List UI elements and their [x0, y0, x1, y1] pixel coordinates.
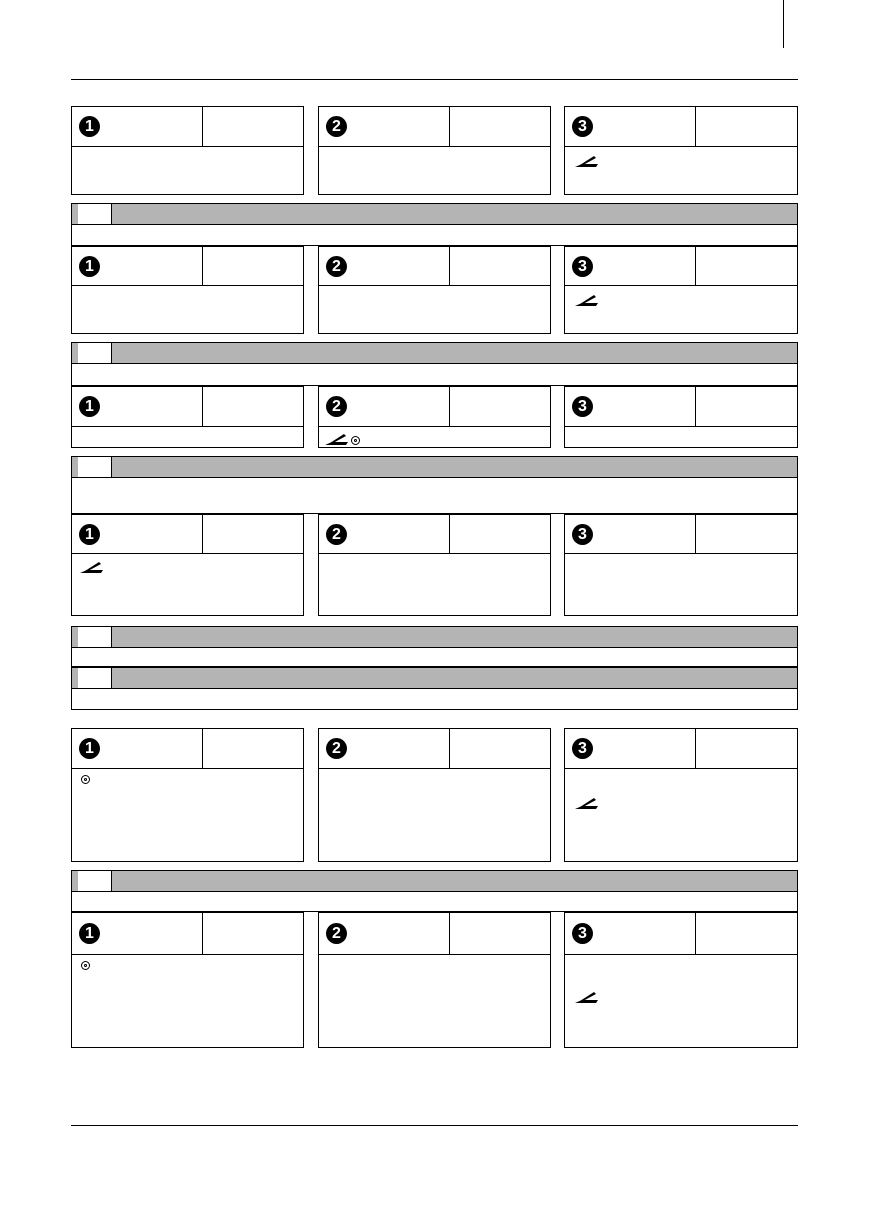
- step-number-badge: 2: [326, 923, 347, 944]
- step-panel-e1: [71, 728, 304, 862]
- step-panel-f2: [318, 912, 551, 1048]
- section-strip: [71, 892, 798, 912]
- step-panel-e3: [564, 728, 798, 862]
- step-panel-a2: [318, 106, 551, 195]
- step-panel-a3: [564, 106, 798, 195]
- panel-body: [565, 554, 797, 615]
- section-strip: [71, 364, 798, 386]
- panel-body: [72, 147, 303, 194]
- step-panel-b3: [564, 246, 798, 334]
- panel-header: [319, 107, 550, 147]
- panel-body: [319, 147, 550, 194]
- step-panel-d3: [564, 514, 798, 616]
- panel-header: [72, 247, 303, 286]
- foot-pedal-icon: [574, 153, 600, 169]
- foot-pedal-icon: [324, 431, 350, 447]
- section-bar: [71, 626, 798, 648]
- panel-header: [72, 107, 303, 147]
- section-strip: [71, 478, 798, 514]
- step-number-badge: 3: [572, 738, 593, 759]
- step-panel-f3: [564, 912, 798, 1048]
- panel-header: [565, 107, 797, 147]
- panel-header: [565, 913, 797, 955]
- foot-pedal-icon: [79, 559, 105, 575]
- panel-body: [319, 769, 550, 861]
- step-panel-c3: [564, 386, 798, 448]
- foot-pedal-icon: [574, 795, 600, 811]
- step-number-badge: 2: [326, 738, 347, 759]
- section-bar: [71, 456, 798, 478]
- step-number-badge: 2: [326, 116, 347, 137]
- step-panel-b1: [71, 246, 304, 334]
- section-strip: [71, 648, 798, 667]
- panel-body: [319, 554, 550, 615]
- crop-mark: [783, 0, 784, 48]
- step-number-badge: 2: [326, 256, 347, 277]
- dial-circle-icon: [81, 961, 90, 970]
- section-strip: [71, 689, 798, 710]
- panel-body: [319, 427, 550, 447]
- panel-header: [565, 387, 797, 427]
- step-number-badge: 3: [572, 116, 593, 137]
- panel-body: [565, 147, 797, 194]
- step-panel-e2: [318, 728, 551, 862]
- footer-rule: [71, 1125, 798, 1126]
- panel-header: [319, 515, 550, 554]
- panel-body: [72, 286, 303, 333]
- section-bar: [71, 870, 798, 892]
- step-number-badge: 3: [572, 396, 593, 417]
- step-panel-f1: [71, 912, 304, 1048]
- step-number-badge: 3: [572, 256, 593, 277]
- panel-body: [72, 769, 303, 861]
- panel-header: [319, 247, 550, 286]
- header-rule: [71, 79, 798, 80]
- panel-body: [319, 286, 550, 333]
- panel-header: [565, 515, 797, 554]
- panel-header: [319, 729, 550, 769]
- panel-body: [565, 427, 797, 447]
- step-number-badge: 3: [572, 524, 593, 545]
- step-number-badge: 2: [326, 524, 347, 545]
- panel-header: [565, 729, 797, 769]
- panel-header: [72, 913, 303, 955]
- step-number-badge: 1: [79, 116, 100, 137]
- panel-body: [319, 955, 550, 1047]
- panel-header: [72, 729, 303, 769]
- panel-body: [72, 554, 303, 615]
- panel-header: [565, 247, 797, 286]
- section-bar: [71, 342, 798, 364]
- panel-body: [565, 769, 797, 861]
- section-bar: [71, 667, 798, 689]
- section-strip: [71, 225, 798, 246]
- dial-circle-icon: [81, 775, 90, 784]
- section-bar: [71, 203, 798, 225]
- step-number-badge: 3: [572, 923, 593, 944]
- step-number-badge: 2: [326, 396, 347, 417]
- step-number-badge: 1: [79, 738, 100, 759]
- dial-circle-icon: [351, 436, 360, 445]
- step-panel-c1: [71, 386, 304, 448]
- step-number-badge: 1: [79, 256, 100, 277]
- step-number-badge: 1: [79, 923, 100, 944]
- step-panel-c2: [318, 386, 551, 448]
- step-panel-a1: [71, 106, 304, 195]
- panel-header: [72, 387, 303, 427]
- foot-pedal-icon: [574, 292, 600, 308]
- panel-header: [319, 387, 550, 427]
- step-panel-d1: [71, 514, 304, 616]
- step-number-badge: 1: [79, 524, 100, 545]
- foot-pedal-icon: [574, 989, 600, 1005]
- panel-header: [72, 515, 303, 554]
- step-panel-d2: [318, 514, 551, 616]
- panel-body: [565, 286, 797, 333]
- step-number-badge: 1: [79, 396, 100, 417]
- panel-body: [72, 427, 303, 447]
- panel-body: [72, 955, 303, 1047]
- panel-body: [565, 955, 797, 1047]
- step-panel-b2: [318, 246, 551, 334]
- panel-header: [319, 913, 550, 955]
